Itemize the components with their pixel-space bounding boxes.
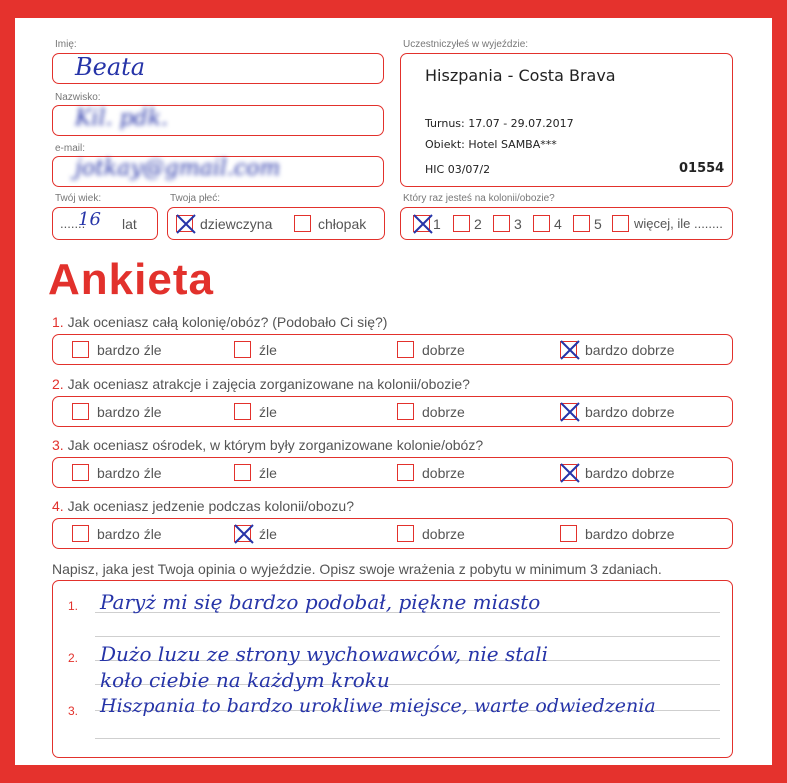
question-4-option-3-label: dobrze <box>422 526 465 542</box>
question-1-option-2-label: źle <box>259 342 277 358</box>
ruled-line <box>95 738 720 739</box>
trip-number: 01554 <box>679 161 725 176</box>
question-1-option-1-label: bardzo źle <box>97 342 162 358</box>
question-label: Jak oceniasz atrakcje i zajęcia zorganizowane na kolonii/obozie? <box>67 376 470 392</box>
check-x-icon <box>558 338 582 362</box>
question-2-option-1-label: bardzo źle <box>97 404 162 420</box>
opinion-line-2: Dużo luzu ze strony wychowawców, nie stali <box>100 642 548 666</box>
question-1-text <box>52 314 387 330</box>
question-2-option-2-label: źle <box>259 404 277 420</box>
age-dots: ....... <box>60 216 86 231</box>
opinion-line-3: koło ciebie na każdym kroku <box>100 668 390 692</box>
question-3-option-1-label: bardzo źle <box>97 465 162 481</box>
times-more-label: więcej, ile ........ <box>634 216 723 231</box>
question-1-option-3-label: dobrze <box>422 342 465 358</box>
email-value: jotkay@gmail.com <box>75 156 281 181</box>
check-x-icon <box>558 400 582 424</box>
question-1-option-1-checkbox[interactable] <box>72 341 89 358</box>
question-1-option-4-checkbox[interactable] <box>560 341 577 358</box>
times-3-checkbox[interactable] <box>493 215 510 232</box>
times-5-label: 5 <box>594 216 602 232</box>
question-2-option-2-checkbox[interactable] <box>234 403 251 420</box>
surname-value: Kil. pdk. <box>75 106 168 131</box>
name-value: Beata <box>75 53 146 81</box>
check-x-icon <box>558 461 582 485</box>
question-3-option-2-label: źle <box>259 465 277 481</box>
boy-checkbox[interactable] <box>294 215 311 232</box>
trip-turnus: Turnus: 17.07 - 29.07.2017 <box>425 117 574 130</box>
page-title: Ankieta <box>48 255 214 304</box>
question-4-option-1-checkbox[interactable] <box>72 525 89 542</box>
age-value: 16 <box>78 209 101 230</box>
times-1-label: 1 <box>433 216 441 232</box>
question-2-option-4-checkbox[interactable] <box>560 403 577 420</box>
trip-code: HIC 03/07/2 <box>425 163 491 176</box>
opinion-number-3: 3. <box>68 704 79 718</box>
trip-name: Hiszpania - Costa Brava <box>425 66 616 85</box>
gender-label: Twoja płeć: <box>170 193 221 204</box>
times-4-label: 4 <box>554 216 562 232</box>
question-number: 1. <box>52 314 64 330</box>
trip-label: Uczestniczyłeś w wyjeździe: <box>403 39 529 50</box>
question-1-option-3-checkbox[interactable] <box>397 341 414 358</box>
name-label: Imię: <box>55 39 77 50</box>
question-3-option-3-label: dobrze <box>422 465 465 481</box>
trip-object: Obiekt: Hotel SAMBA*** <box>425 138 557 151</box>
question-4-text <box>52 498 354 514</box>
times-4-checkbox[interactable] <box>533 215 550 232</box>
check-x-icon <box>232 522 256 546</box>
opinion-number-2: 2. <box>68 651 79 665</box>
surname-label: Nazwisko: <box>55 92 101 103</box>
opinion-line-4: Hiszpania to bardzo urokliwe miejsce, warte odwiedzenia <box>100 695 656 717</box>
question-3-text <box>52 437 483 453</box>
age-label: Twój wiek: <box>55 193 102 204</box>
age-unit: lat <box>122 216 137 232</box>
question-3-option-4-label: bardzo dobrze <box>585 465 675 481</box>
check-x-icon <box>411 212 435 236</box>
question-4-option-4-checkbox[interactable] <box>560 525 577 542</box>
question-3-option-1-checkbox[interactable] <box>72 464 89 481</box>
question-2-option-1-checkbox[interactable] <box>72 403 89 420</box>
boy-label: chłopak <box>318 216 367 232</box>
opinion-line-1: Paryż mi się bardzo podobał, piękne miasto <box>100 590 541 614</box>
question-number: 2. <box>52 376 64 392</box>
question-2-text <box>52 376 470 392</box>
check-x-icon <box>174 212 198 236</box>
girl-label: dziewczyna <box>200 216 273 232</box>
times-more-checkbox[interactable] <box>612 215 629 232</box>
question-1-option-2-checkbox[interactable] <box>234 341 251 358</box>
times-2-label: 2 <box>474 216 482 232</box>
question-3-option-4-checkbox[interactable] <box>560 464 577 481</box>
question-label: Jak oceniasz jedzenie podczas kolonii/obozu? <box>67 498 354 514</box>
question-number: 4. <box>52 498 64 514</box>
question-4-option-2-checkbox[interactable] <box>234 525 251 542</box>
question-4-option-2-label: źle <box>259 526 277 542</box>
question-label: Jak oceniasz całą kolonię/obóz? (Podobało Ci się?) <box>67 314 388 330</box>
question-number: 3. <box>52 437 64 453</box>
ruled-line <box>95 636 720 637</box>
opinion-number-1: 1. <box>68 599 79 613</box>
times-5-checkbox[interactable] <box>573 215 590 232</box>
question-3-option-3-checkbox[interactable] <box>397 464 414 481</box>
times-3-label: 3 <box>514 216 522 232</box>
question-2-option-4-label: bardzo dobrze <box>585 404 675 420</box>
question-2-option-3-label: dobrze <box>422 404 465 420</box>
question-3-option-2-checkbox[interactable] <box>234 464 251 481</box>
question-1-option-4-label: bardzo dobrze <box>585 342 675 358</box>
question-4-option-3-checkbox[interactable] <box>397 525 414 542</box>
question-4-option-4-label: bardzo dobrze <box>585 526 675 542</box>
email-label: e-mail: <box>55 143 86 154</box>
girl-checkbox[interactable] <box>176 215 193 232</box>
times-label: Który raz jesteś na kolonii/obozie? <box>403 193 555 204</box>
times-2-checkbox[interactable] <box>453 215 470 232</box>
opinion-prompt: Napisz, jaka jest Twoja opinia o wyjeździe. Opisz swoje wrażenia z pobytu w minimum 3 zdaniach. <box>52 561 662 577</box>
times-1-checkbox[interactable] <box>413 215 430 232</box>
question-label: Jak oceniasz ośrodek, w którym były zorganizowane kolonie/obóz? <box>67 437 484 453</box>
question-2-option-3-checkbox[interactable] <box>397 403 414 420</box>
question-4-option-1-label: bardzo źle <box>97 526 162 542</box>
